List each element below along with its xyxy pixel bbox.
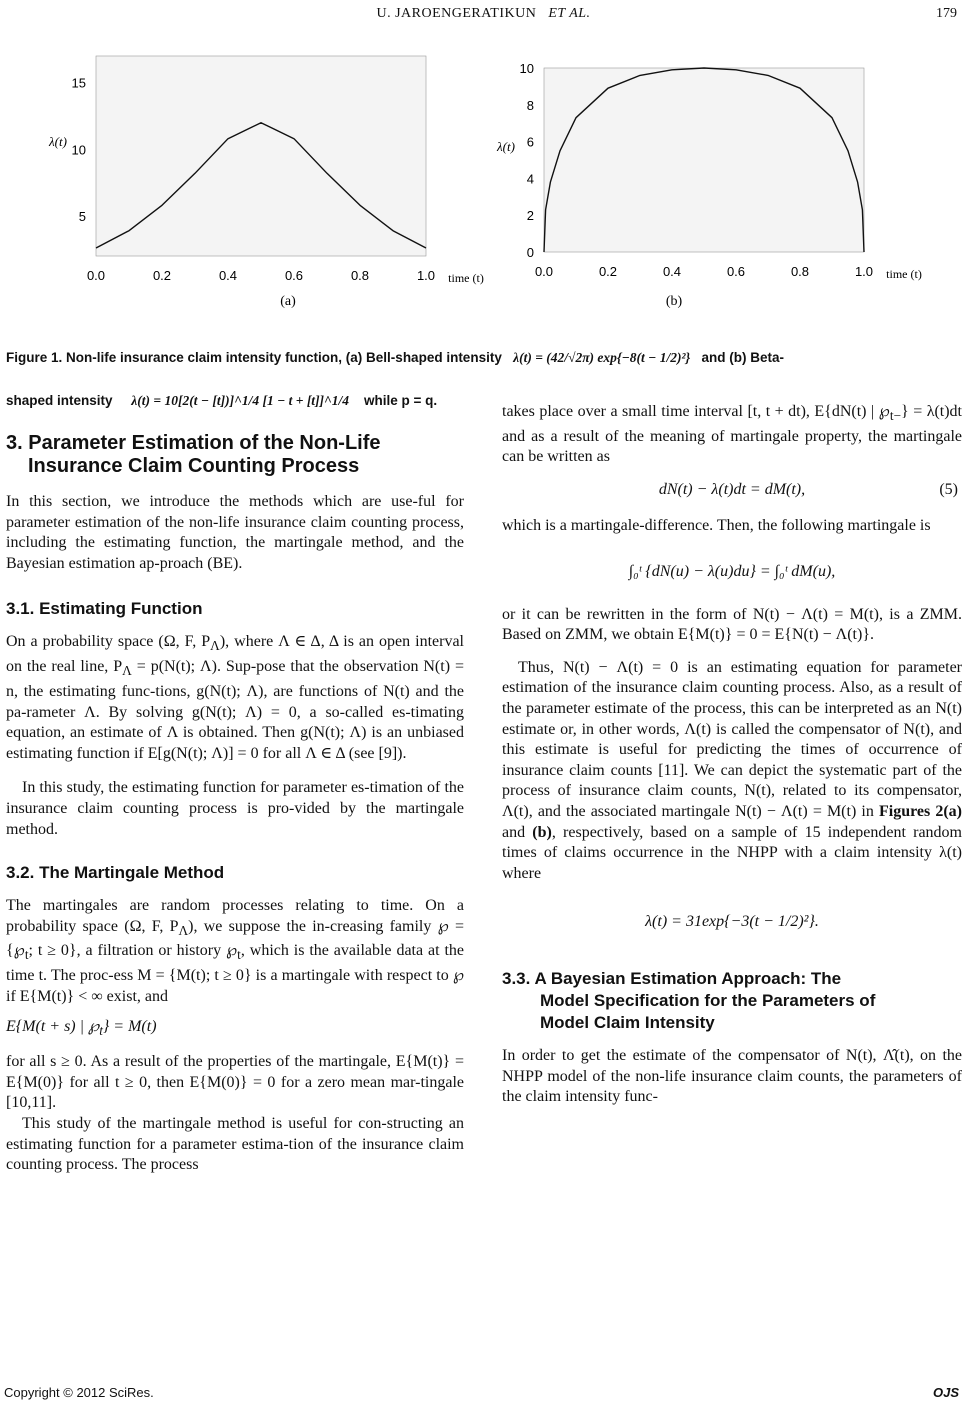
author-name: U. JAROENGERATIKUN	[376, 6, 537, 21]
panel-b-y-tick: 4	[526, 171, 534, 187]
panel-b-y-tick: 6	[526, 134, 534, 150]
caption-end: while p = q.	[364, 393, 438, 408]
martingale-integral: ∫₀ᵗ {dN(u) − λ(u)du} = ∫₀ᵗ dM(u),	[628, 562, 836, 580]
panel-a-y-axis-label: λ(t)	[49, 134, 67, 149]
panel-b-x-tick: 0.2	[598, 264, 618, 279]
panel-b-x-tick: 0.6	[726, 264, 746, 279]
panel-b-y-tick: 0	[526, 245, 534, 260]
panel-a-y-tick: 5	[78, 209, 86, 224]
panel-b-x-axis-label: time (t)	[886, 267, 922, 281]
panel-b-x-tick: 0.8	[790, 264, 810, 279]
martingale-equation: E{M(t + s) | $℘_t\} = M(t)$	[6, 1018, 157, 1039]
running-head	[0, 6, 967, 22]
right-column	[502, 402, 962, 1108]
panel-b-x-tick: 0.4	[662, 264, 682, 279]
figure-1	[28, 52, 938, 320]
panel-a-x-tick: 0.6	[284, 268, 304, 283]
panel-a-x-tick: 0.4	[218, 268, 238, 283]
section-3-1-heading: 3.1. Estimating Function	[6, 599, 203, 619]
figure-svg	[28, 52, 938, 320]
panel-b-y-tick: 10	[519, 61, 534, 76]
footer	[4, 1385, 963, 1400]
panel-a-y-tick: 15	[71, 75, 86, 91]
running-header	[0, 4, 967, 26]
caption-mid: and (b) Beta-	[701, 350, 784, 365]
right-paragraph-3: or it can be rewritten in the form of N(t) − Λ(t) = M(t), is a ZMM. Based on ZMM, we obtain E{M(t)} = 0 = E{N(t) − Λ(t)}.	[502, 605, 962, 644]
right-paragraph-2: which is a martingale-difference. Then, the following martingale is	[502, 516, 931, 534]
panel-a-label: (a)	[280, 294, 296, 309]
section-3-2-paragraph-2: for all s ≥ 0. As a result of the properties of the martingale, E{M(t)} = E{M(0)} for all t ≥ 0, then E{M(0)} = 0 for a zero mean mar-tingale [10,11].	[6, 1053, 464, 1112]
panel-a-x-tick: 1.0	[416, 268, 436, 283]
copyright: Copyright © 2012 SciRes.	[4, 1385, 154, 1400]
claim-intensity-equation: λ(t) = 31exp{−3(t − 1/2)²}.	[645, 913, 819, 931]
section-3-heading: 3. Parameter Estimation of the Non-Life Insurance Claim Counting Process	[6, 432, 381, 477]
left-column	[6, 432, 464, 1176]
section-3-1-paragraph-2: In this study, the estimating function for parameter es-timation of the insurance claim counting process is pro-vided by the martingale method.	[6, 779, 464, 838]
et-al: ET AL.	[548, 6, 591, 21]
panel-a-y-tick: 10	[71, 142, 86, 158]
equation-5: dN(t) − λ(t)dt = dM(t), (5)	[502, 480, 962, 504]
caption-line1: Figure 1. Non-life insurance claim intensity function, (a) Bell-shaped intensity	[6, 350, 502, 365]
panel-a-x-tick: 0.0	[86, 268, 106, 283]
panel-b-x-tick: 1.0	[854, 264, 874, 279]
section-3-2-paragraph: The martingales are random processes relating to time. On a probability space (Ω, F, $P_\Lambda$), we suppose the in-creasing family ℘ = {$℘_t$; t ≥ 0}, a filtration or history $℘_t$, which is the available data at the time t. The proc-ess M = {M(t); t ≥ 0} is a martingale with respect to ℘ if E{M(t)} < ∞ exist, and	[6, 897, 465, 1005]
caption-line2: shaped intensity	[6, 393, 113, 408]
caption-eq1: λ(t) = (42/√2π) exp{−8(t − 1/2)²}	[513, 350, 691, 365]
panel-a-x-tick: 0.2	[152, 268, 172, 283]
section-3-intro: In this section, we introduce the methods which are use-ful for parameter estimation of the non-life insurance claim counting process, including the estimating function, the martingale method, and the Bayesian estimation ap-proach (BE).	[6, 493, 464, 572]
panel-b-x-tick: 0.0	[534, 264, 554, 279]
section-3-2-heading: 3.2. The Martingale Method	[6, 863, 225, 883]
right-paragraph-4: Thus, N(t) − Λ(t) = 0 is an estimating equation for parameter estimation of the insurance claim counting process. Also, as a result of the parameter estimate of the process, this can be interpreted as an N(t) estimate or, in other words, Λ(t) is called the compensator of N(t), and this estimate is useful for predicting the times of occurrence of insurance claim counts [11]. We can depict the systematic part of the process of insurance claim counts, N(t), related to its compensator, Λ(t), and the associated martingale N(t) − Λ(t) = M(t) in Figures 2(a) and (b), respectively, based on a sample of 15 independent random times of claims occurrence in the NHPP with a claim intensity λ(t) where	[502, 658, 962, 882]
section-3-2-paragraph-3: This study of the martingale method is useful for con-structing an estimating function for a parameter estima-tion of the insurance claim counting process. The process	[6, 1115, 464, 1174]
right-paragraph-1: takes place over a small time interval [t, t + dt), E{dN(t) | $℘_{t-}\} = \lambda(t)dt$ and as a result of the meaning of martingale property, the martingale can be written as	[502, 403, 963, 466]
section-3-3-heading: 3.3. A Bayesian Estimation Approach: The Model Specification for the Parameters of Model Claim Intensity	[502, 969, 876, 1033]
panel-a-x-tick: 0.8	[350, 268, 370, 283]
equation-5-number: (5)	[939, 480, 958, 498]
panel-b-y-axis-label: λ(t)	[497, 138, 515, 154]
journal-name: OJS	[932, 1385, 959, 1400]
panel-a-x-axis-label: time (t)	[448, 271, 484, 285]
section-3-1-paragraph: On a probability space (Ω, F, $P_\Lambda$), where Λ ∈ Δ, Δ is an open interval on the real line, $P_\Lambda = p(N(t)$; Λ). Sup-pose that the observation N(t) = n, the estimating func-tions, g(N(t); Λ), are functions of N(t) and the pa-rameter Λ. By solving g(N(t); Λ) = 0, a so-called es-timating equation, an estimate of Λ is obtained. Then g(N(t); Λ) is an unbiased estimating function if E[g(N(t); Λ)] = 0 for all Λ ∈ Δ (see [9]).	[6, 633, 464, 762]
panel-b-y-tick: 2	[526, 208, 534, 224]
panel-a-plot-area	[96, 56, 426, 256]
panel-b-plot-area	[544, 68, 864, 252]
section-3-3-paragraph: In order to get the estimate of the compensator of N(t), Λ̂(t), on the NHPP model of the non-life insurance claim counts, the parameters of the claim intensity func-	[502, 1047, 962, 1106]
page-number: 179	[936, 6, 957, 21]
panel-b-label: (b)	[665, 294, 683, 309]
panel-b-y-tick: 8	[526, 97, 534, 113]
caption-eq2: λ(t) = 10[2(t − [t])]^1/4 [1 − t + [t]]^1/4	[131, 393, 349, 408]
